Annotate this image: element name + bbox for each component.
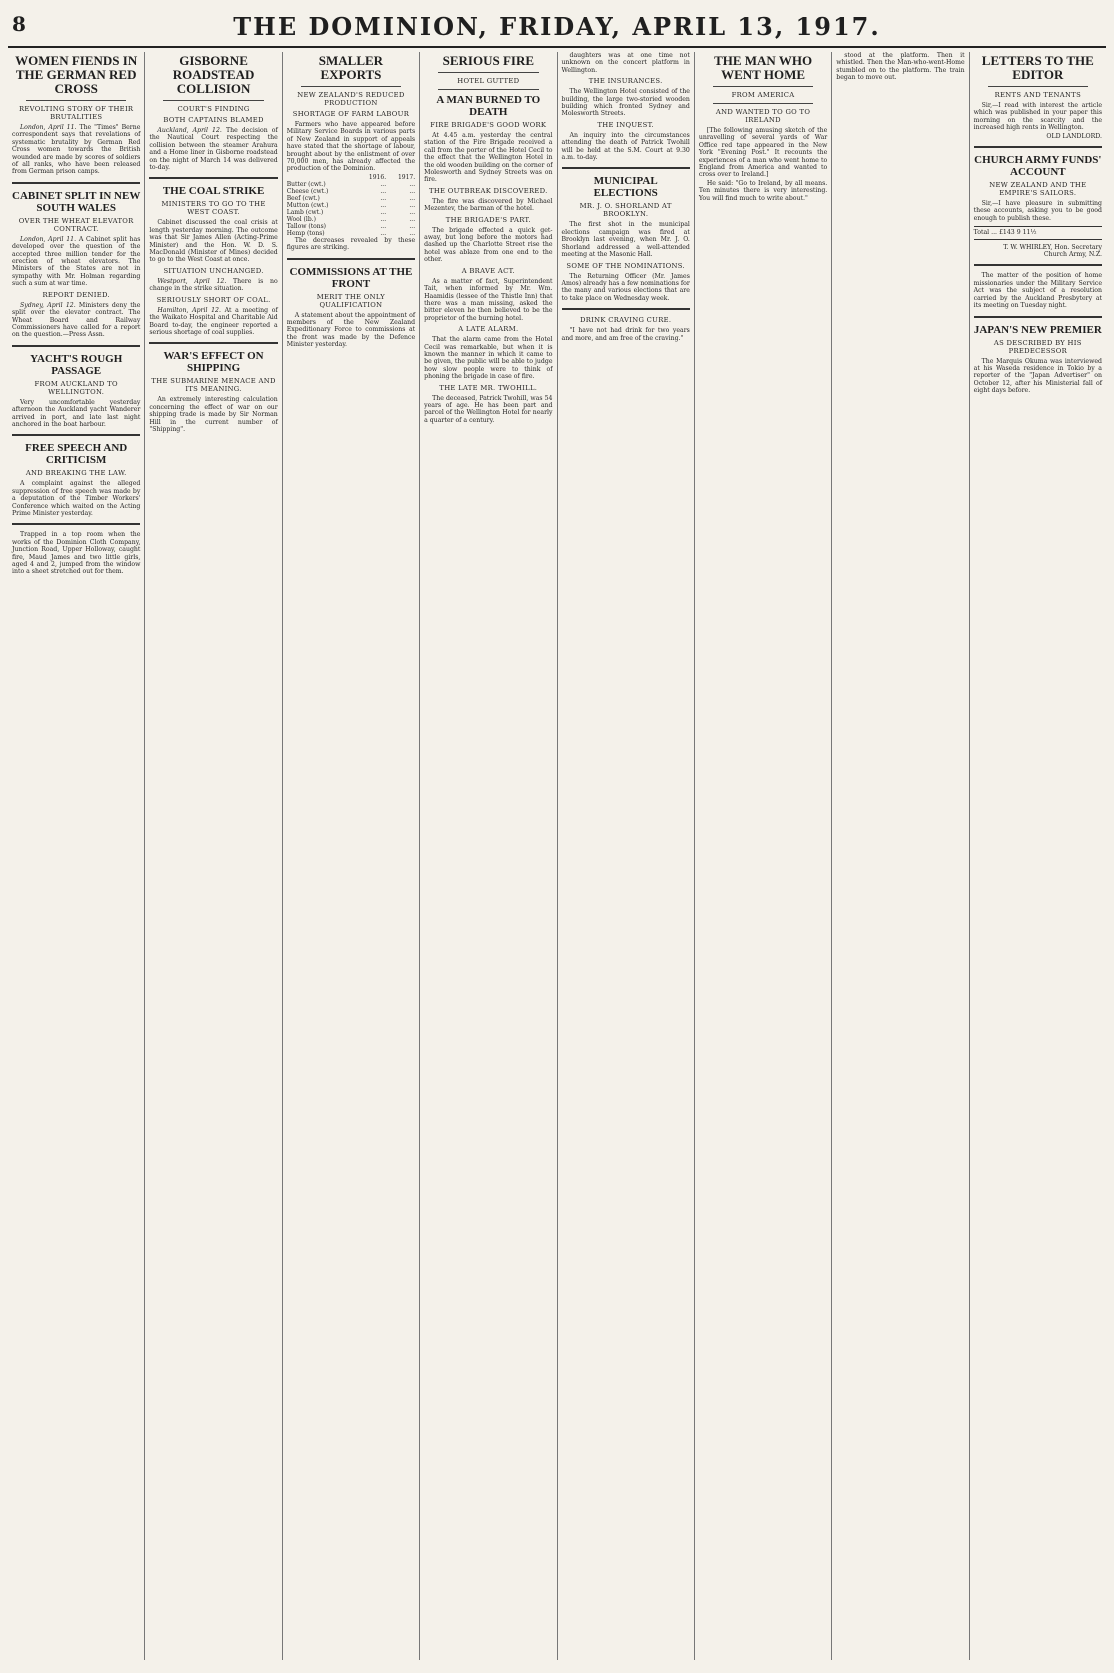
table-row: [287, 216, 415, 223]
subheadline: AND WANTED TO GO TO IRELAND: [715, 108, 811, 124]
article-text: Very uncomfortable yesterday afternoon the Auckland yacht Wanderer arrived in port, and late last night anchored in the boat harbour.: [12, 398, 141, 428]
article-text: Westport, April 12. There is no change in the strike situation.: [149, 277, 278, 293]
subheadline: COURT'S FINDING: [177, 105, 250, 113]
table-row: [287, 223, 415, 230]
article-text: The Marquis Okuma was interviewed at his Waseda residence in Tokio by a reporter of the "Japan Advertiser" on October 12, after his Ministerial fall of eight days before.: [973, 357, 1102, 395]
subheadline: AND BREAKING THE LAW.: [25, 469, 127, 478]
subheadline: THE INQUEST.: [597, 120, 654, 129]
article-text: Cabinet discussed the coal crisis at length yesterday morning. The outcome was that Sir James Allen (Acting-Prime Minister) and the Hon. W. D. S. MacDonald (Minister of Mines) decided to go to the West Coast at once.: [149, 219, 278, 264]
accounts-total: Total ... £143 9 11½: [974, 226, 1102, 239]
table-cell: ...: [380, 187, 387, 195]
article-text: The first shot in the municipal elections campaign was fired at Brooklyn last evening, when Mr. J. O. Shorland addressed a well-attended meeting at the Masonic Hall.: [561, 221, 690, 259]
article-text: The matter of the position of home missionaries under the Military Service Act was the subject of a resolution carried by the Auckland Presbytery at its meeting on Tuesday night.: [973, 272, 1102, 310]
table-header: [287, 174, 357, 181]
headline: YACHT'S ROUGH PASSAGE: [30, 352, 123, 377]
article-text: The Returning Officer (Mr. James Amos) already has a few nominations for the many and various elections that are to take place on Wednesday week.: [561, 272, 690, 302]
headline: CHURCH ARMY FUNDS' ACCOUNT: [974, 154, 1102, 179]
column-6: [695, 52, 832, 1660]
column-3: [283, 52, 420, 1660]
table-row: [287, 188, 415, 195]
table-cell: ...: [409, 201, 416, 209]
column-8: [970, 52, 1106, 1660]
table-cell: Lamb (cwt.): [286, 208, 324, 216]
column-7: [832, 52, 969, 1660]
article-text: He said: "Go to Ireland, by all means. Ten minutes there is very interesting. You will find much to write about.": [698, 179, 828, 202]
headline: THE COAL STRIKE: [162, 185, 265, 198]
table-cell: Cheese (cwt.): [286, 187, 329, 195]
article-text: An inquiry into the circumstances attending the death of Patrick Twohill will be held at the S.M. Court at 9.30 a.m. to-day.: [561, 131, 690, 162]
column-2: [145, 52, 282, 1660]
article-text: Hamilton, April 12. At a meeting of the Waikato Hospital and Charitable Aid Board to-day, the engineer reported a serious shortage of coal supplies.: [149, 306, 278, 336]
table-cell: ...: [409, 180, 416, 188]
article-text: Trapped in a top room when the works of the Dominion Cloth Company, Junction Road, Upper Holloway, caught fire, Maud James and two little girls, aged 4 and 2, jumped from the window into a sheet stretched out for them.: [12, 531, 141, 576]
article-text: daughters was at one time not unknown on the concert platform in Wellington.: [561, 52, 690, 74]
subheadline: FROM AMERICA: [731, 91, 795, 99]
subheadline: FIRE BRIGADE'S GOOD WORK: [430, 121, 547, 129]
table-row: [287, 209, 415, 216]
table-row: [287, 230, 415, 237]
article-text: Farmers who have appeared before Military Service Boards in various parts of New Zealand in support of appeals have stated that the shortage of labour, brought about by the enlistment of over 70,000 men, has already affected the production of the Dominion.: [286, 121, 416, 173]
subheadline: THE BRIGADE'S PART.: [445, 215, 531, 224]
table-cell: ...: [409, 194, 416, 202]
table-cell: ...: [380, 215, 387, 223]
subheadline: A LATE ALARM.: [458, 325, 519, 334]
headline: WOMEN FIENDS IN THE GERMAN RED CROSS: [15, 53, 138, 96]
article-text: The fire was discovered by Michael Mezentev, the barman of the hotel.: [424, 197, 553, 213]
subheadline: HOTEL GUTTED: [457, 77, 520, 85]
subheadline: MR. J. O. SHORLAND AT BROOKLYN.: [579, 202, 672, 219]
headline: FREE SPEECH AND CRITICISM: [25, 442, 128, 467]
subheadline: THE SUBMARINE MENACE AND ITS MEANING.: [151, 377, 276, 394]
article-text: "I have not had drink for two years and more, and am free of the craving.": [561, 327, 690, 342]
article-text: Sir,—I read with interest the article which was published in your paper this morning on the scarcity and the increased high rents in Wellington.: [973, 102, 1102, 132]
subheadline: SITUATION UNCHANGED.: [163, 266, 264, 275]
table-cell: ...: [380, 208, 387, 216]
article-text: Sydney, April 12. Ministers deny the split over the elevator contract. The Wheat Board and Railway Commissioners have called for a report on the question.—Press Assn.: [12, 301, 141, 339]
subheadline: THE INSURANCES.: [588, 77, 663, 86]
article-text: A statement about the appointment of members of the New Zealand Expeditionary Force to commissions at the front was made by the Defence Minister yesterday.: [286, 311, 416, 349]
subheadline: OVER THE WHEAT ELEVATOR CONTRACT.: [18, 216, 134, 233]
table-cell: ...: [380, 222, 387, 230]
table-cell: ...: [409, 215, 416, 223]
headline: COMMISSIONS AT THE FRONT: [289, 265, 413, 290]
article-text: That the alarm came from the Hotel Cecil was remarkable, but when it is known the manner in which it came to be given, the public will be able to judge how slow people were to think of phoning the brigade in case of fire.: [424, 336, 553, 381]
table-header: 1916.: [368, 173, 387, 181]
article-text: London, April 11. The "Times" Berne correspondent says that revelations of systematic brutality by German Red Cross women towards the British wounded are made by scores of soldiers of all ranks, who have been released from German prison camps.: [12, 124, 141, 176]
article-text: The brigade effected a quick get-away, but long before the motors had dashed up the Charlotte Street rise the hotel was ablaze from one end to the other.: [424, 226, 553, 264]
table-header: 1917.: [397, 173, 416, 181]
subheadline: SOME OF THE NOMINATIONS.: [566, 261, 685, 270]
masthead: [8, 6, 1106, 48]
subheadline: FROM AUCKLAND TO WELLINGTON.: [34, 379, 118, 396]
headline: CABINET SPLIT IN NEW SOUTH WALES: [12, 189, 141, 214]
signature: OLD LANDLORD.: [1046, 132, 1102, 140]
column-4: [420, 52, 557, 1660]
article-text: Sir,—I have pleasure in submitting these accounts, asking you to be good enough to publish these.: [973, 200, 1102, 222]
table-cell: ...: [380, 194, 387, 202]
article-text: The deceased, Patrick Twohill, was 54 years of age. He has been part and parcel of the Wellington Hotel for nearly a quarter of a century.: [424, 394, 553, 424]
subheadline: THE OUTBREAK DISCOVERED.: [429, 186, 548, 195]
column-1: [8, 52, 145, 1660]
headline: SERIOUS FIRE: [442, 53, 534, 68]
table-cell: ...: [409, 208, 416, 216]
article-text: [The following amusing sketch of the unravelling of several yards of War Office red tape appeared in the New York "Evening Post." It recounts the experiences of a man who went home to England from America and wanted to cross over to Ireland.]: [698, 127, 828, 179]
headline: GISBORNE ROADSTEAD COLLISION: [172, 53, 255, 96]
headline: WAR'S EFFECT ON SHIPPING: [163, 350, 264, 375]
subheadline: SHORTAGE OF FARM LABOUR: [292, 110, 410, 118]
table-cell: ...: [380, 201, 387, 209]
headline: JAPAN'S NEW PREMIER: [973, 323, 1102, 336]
subheadline: AS DESCRIBED BY HIS PREDECESSOR: [993, 338, 1082, 355]
table-cell: ...: [380, 180, 387, 188]
headline: SMALLER EXPORTS: [318, 53, 384, 82]
subheadline: RENTS AND TENANTS: [994, 91, 1082, 99]
subheadline: MERIT THE ONLY QUALIFICATION: [316, 292, 386, 309]
headline: THE MAN WHO WENT HOME: [714, 53, 813, 82]
subheadline: REVOLTING STORY OF THEIR BRUTALITIES: [19, 105, 134, 121]
exports-table: [287, 174, 415, 237]
subheadline: REPORT DENIED.: [42, 290, 110, 299]
table-cell: Mutton (cwt.): [286, 201, 329, 209]
subheadline: SERIOUSLY SHORT OF COAL.: [156, 295, 271, 304]
table-cell: ...: [380, 229, 387, 237]
subheadline: BOTH CAPTAINS BLAMED: [163, 116, 264, 124]
table-cell: Tallow (tons): [286, 222, 327, 230]
table-cell: Wool (lb.): [286, 215, 316, 223]
article-text: An extremely interesting calculation concerning the effect of war on our shipping trade is made by Sir Norman Hill in the current number of "Shipping".: [149, 396, 278, 433]
headline: A MAN BURNED TO DEATH: [436, 94, 541, 118]
table-cell: ...: [409, 187, 416, 195]
table-cell: ...: [409, 229, 416, 237]
column-5: [558, 52, 695, 1660]
table-cell: Hemp (tons): [286, 229, 325, 237]
newspaper-title: THE DOMINION, FRIDAY, APRIL 13, 1917.: [233, 11, 881, 41]
table-row: [287, 195, 415, 202]
article-text: London, April 11. A Cabinet split has developed over the question of the accepted three million tender for the erection of wheat elevators. The Ministers of the States are not in sympathy with Mr. Holman regarding such a sum at war time.: [12, 235, 141, 288]
subheadline: DRINK CRAVING CURE.: [580, 316, 672, 325]
signature: T. W. WHIRLEY, Hon. Secretary Church Army, N.Z.: [1003, 243, 1102, 259]
subheadline: NEW ZEALAND AND THE EMPIRE'S SAILORS.: [989, 181, 1087, 198]
table-cell: Butter (cwt.): [286, 180, 326, 188]
article-text: The decreases revealed by these figures are striking.: [286, 236, 416, 252]
subheadline: MINISTERS TO GO TO THE WEST COAST.: [161, 200, 266, 217]
headline: LETTERS TO THE EDITOR: [981, 53, 1094, 82]
article-text: As a matter of fact, Superintendent Tait, when informed by Mr. Wm. Haamidis (lessee of the Thistle Inn) that there was a man missing, asked the bitter eleven he then believed to be the proprietor of the burning hotel.: [424, 277, 553, 322]
article-text: stood at the platform. Then it whistled. Then the Man-who-went-Home stumbled on to the platform. The train began to move out.: [836, 52, 965, 82]
article-text: A complaint against the alleged suppression of free speech was made by a deputation of the Timber Workers' Conference which waited on the Acting Prime Minister yesterday.: [12, 480, 141, 517]
subheadline: NEW ZEALAND'S REDUCED PRODUCTION: [297, 91, 405, 107]
subheadline: THE LATE MR. TWOHILL.: [439, 383, 538, 392]
table-row: [287, 181, 415, 188]
subheadline: A BRAVE ACT.: [461, 266, 515, 275]
article-text: At 4.45 a.m. yesterday the central station of the Fire Brigade received a call from the porter of the Hotel Cecil to the effect that the Wellington Hotel in the old wooden building on the corner of Molesworth and Sydney Streets was on fire.: [424, 132, 553, 184]
headline: MUNICIPAL ELECTIONS: [593, 175, 658, 200]
article-text: Auckland, April 12. The decision of the Nautical Court respecting the collision between the steamer Arahura and a Home liner in Gisborne roadstead on the night of March 14 was delivered to-day.: [149, 127, 278, 172]
table-cell: Beef (cwt.): [286, 194, 320, 202]
table-row: [287, 202, 415, 209]
page-number: 8: [12, 12, 26, 36]
table-cell: ...: [409, 222, 416, 230]
article-text: The Wellington Hotel consisted of the building, the large two-storied wooden building which fronted Sydney and Molesworth Streets.: [561, 88, 690, 118]
columns: [8, 52, 1106, 1660]
